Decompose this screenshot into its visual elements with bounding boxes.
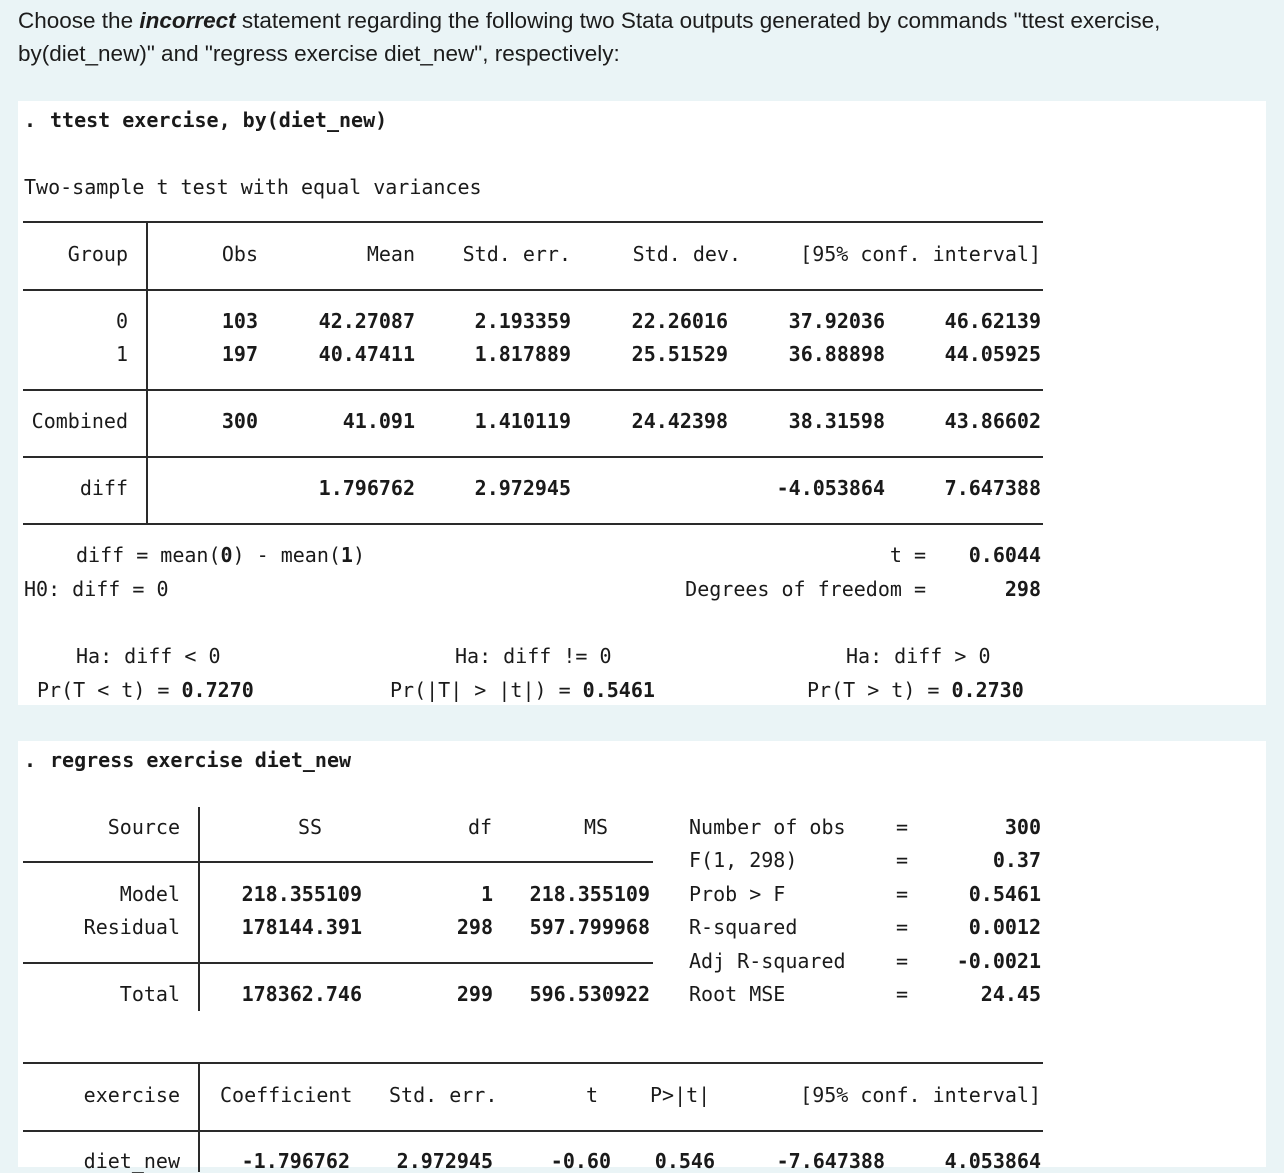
ttest-cell-ci-high: 7.647388: [944, 476, 1041, 500]
question-emphasis: incorrect: [139, 8, 236, 33]
stat-value: 300: [1004, 815, 1041, 839]
ttest-cell-ci-high: 46.62139: [944, 309, 1041, 333]
stat-eq: =: [896, 915, 909, 939]
anova-cell-ms: 596.530922: [529, 982, 650, 1006]
ttest-dof-label: Degrees of freedom =: [685, 577, 926, 601]
anova-cell-source: Model: [119, 882, 180, 906]
ttest-cell-ci-low: 36.88898: [788, 342, 885, 366]
ttest-cell-sd: 22.26016: [631, 309, 728, 333]
anova-cell-source: Residual: [83, 915, 180, 939]
coef-header-depvar: exercise: [83, 1083, 180, 1107]
ttest-cell-mean: 40.47411: [318, 342, 415, 366]
ttest-cell-group: 1: [115, 342, 128, 366]
ttest-rule-top: [23, 221, 1043, 223]
ttest-cell-se: 1.817889: [474, 342, 571, 366]
stat-value: 0.5461: [968, 882, 1041, 906]
coef-header-t: t: [585, 1083, 598, 1107]
ttest-p-left: Pr(T < t) = 0.7270: [37, 678, 254, 702]
anova-cell-ss: 178362.746: [241, 982, 362, 1006]
coef-rule-header: [23, 1130, 1043, 1132]
ttest-cell-group: diff: [79, 476, 128, 500]
stat-value: -0.0021: [956, 949, 1041, 973]
ttest-cell-ci-low: -4.053864: [776, 476, 885, 500]
stat-eq: =: [896, 815, 909, 839]
ttest-header-mean: Mean: [366, 242, 415, 266]
ttest-cell-mean: 41.091: [342, 409, 415, 433]
ttest-cell-group: 0: [115, 309, 128, 333]
ttest-command: ttest exercise, by(diet_new): [50, 108, 388, 132]
stat-label: Adj R-squared: [689, 949, 846, 973]
anova-header-ss: SS: [298, 815, 323, 839]
stat-label: R-squared: [689, 915, 798, 939]
anova-cell-ss: 178144.391: [241, 915, 362, 939]
anova-cell-ms: 597.799968: [529, 915, 650, 939]
coef-cell-ci-low: -7.647388: [776, 1149, 885, 1173]
regress-output-panel: [18, 741, 1266, 1173]
ttest-cell-se: 1.410119: [474, 409, 571, 433]
ttest-p-right: Pr(T > t) = 0.2730: [807, 678, 1024, 702]
anova-rule-vertical: [198, 807, 200, 1011]
coef-cell-label: diet_new: [83, 1149, 180, 1173]
coef-header-ci: [95% conf. interval]: [800, 1083, 1041, 1107]
ttest-header-sd: Std. dev.: [632, 242, 741, 266]
stat-label: Prob > F: [689, 882, 786, 906]
ttest-cell-se: 2.972945: [474, 476, 571, 500]
anova-cell-df: 299: [456, 982, 493, 1006]
ttest-rule-vertical: [146, 221, 148, 525]
ttest-rule-bottom: [23, 523, 1043, 525]
ttest-dof-value: 298: [1004, 577, 1041, 601]
ttest-title: Two-sample t test with equal variances: [24, 175, 482, 199]
coef-header-se: Std. err.: [389, 1083, 498, 1107]
ttest-cell-ci-low: 38.31598: [788, 409, 885, 433]
coef-header-p: P>|t|: [650, 1083, 711, 1107]
ttest-cell-ci-low: 37.92036: [788, 309, 885, 333]
ttest-t-label: t =: [889, 543, 926, 567]
ttest-null-hypothesis: H0: diff = 0: [24, 577, 169, 601]
stat-eq: =: [896, 949, 909, 973]
ttest-cell-sd: 25.51529: [631, 342, 728, 366]
coef-cell-ci-high: 4.053864: [944, 1149, 1041, 1173]
stat-label: F(1, 298): [689, 848, 798, 872]
ttest-ha-right: Ha: diff > 0: [846, 644, 991, 668]
ttest-cell-obs: 103: [221, 309, 258, 333]
ttest-diff-definition: diff = mean(0) - mean(1): [76, 543, 366, 567]
ttest-cell-mean: 1.796762: [318, 476, 415, 500]
ttest-prompt: .: [24, 108, 37, 132]
coef-rule-vertical: [198, 1062, 200, 1172]
anova-cell-df: 298: [456, 915, 493, 939]
stat-label: Number of obs: [689, 815, 846, 839]
anova-cell-ss: 218.355109: [241, 882, 362, 906]
ttest-header-obs: Obs: [221, 242, 258, 266]
coef-cell-coefficient: -1.796762: [241, 1149, 350, 1173]
ttest-rule-header: [23, 289, 1043, 291]
ttest-cell-ci-high: 43.86602: [944, 409, 1041, 433]
stat-value: 0.37: [992, 848, 1041, 872]
coef-cell-t: -0.60: [550, 1149, 611, 1173]
ttest-cell-se: 2.193359: [474, 309, 571, 333]
ttest-cell-mean: 42.27087: [318, 309, 415, 333]
anova-rule-header: [23, 861, 653, 863]
question-text: [18, 4, 1268, 70]
question-part-2: statement regarding the following two Stata outputs generated by commands "ttest exercise, by(diet_new)" and "regress exercise diet_new", respectively:: [18, 8, 1161, 66]
ttest-header-ci: [95% conf. interval]: [800, 242, 1041, 266]
stat-value: 0.0012: [968, 915, 1041, 939]
ttest-ha-left: Ha: diff < 0: [76, 644, 221, 668]
ttest-rule-combined: [23, 456, 1043, 458]
coef-cell-p: 0.546: [654, 1149, 715, 1173]
ttest-header-se: Std. err.: [462, 242, 571, 266]
stat-eq: =: [896, 848, 909, 872]
coef-header-coefficient: Coefficient: [220, 1083, 353, 1107]
coef-cell-se: 2.972945: [396, 1149, 493, 1173]
ttest-cell-obs: 197: [221, 342, 258, 366]
coef-rule-top: [23, 1062, 1043, 1064]
anova-rule-residual: [23, 962, 653, 964]
anova-cell-source: Total: [119, 982, 180, 1006]
ttest-p-mid: Pr(|T| > |t|) = 0.5461: [390, 678, 655, 702]
ttest-rule-groups: [23, 389, 1043, 391]
ttest-output-panel: [18, 101, 1266, 705]
stat-label: Root MSE: [689, 982, 786, 1006]
anova-cell-ms: 218.355109: [529, 882, 650, 906]
regress-prompt: .: [24, 748, 37, 772]
stat-eq: =: [896, 882, 909, 906]
stat-value: 24.45: [980, 982, 1041, 1006]
ttest-ha-mid: Ha: diff != 0: [455, 644, 612, 668]
ttest-cell-sd: 24.42398: [631, 409, 728, 433]
anova-cell-df: 1: [480, 882, 493, 906]
ttest-cell-group: Combined: [31, 409, 128, 433]
anova-header-ms: MS: [584, 815, 609, 839]
question-part-1: Choose the: [18, 8, 140, 33]
anova-header-source: Source: [107, 815, 180, 839]
regress-command: regress exercise diet_new: [50, 748, 352, 772]
stat-eq: =: [896, 982, 909, 1006]
ttest-t-value: 0.6044: [968, 543, 1041, 567]
ttest-header-group: Group: [67, 242, 128, 266]
ttest-cell-ci-high: 44.05925: [944, 342, 1041, 366]
anova-header-df: df: [468, 815, 493, 839]
ttest-cell-obs: 300: [221, 409, 258, 433]
